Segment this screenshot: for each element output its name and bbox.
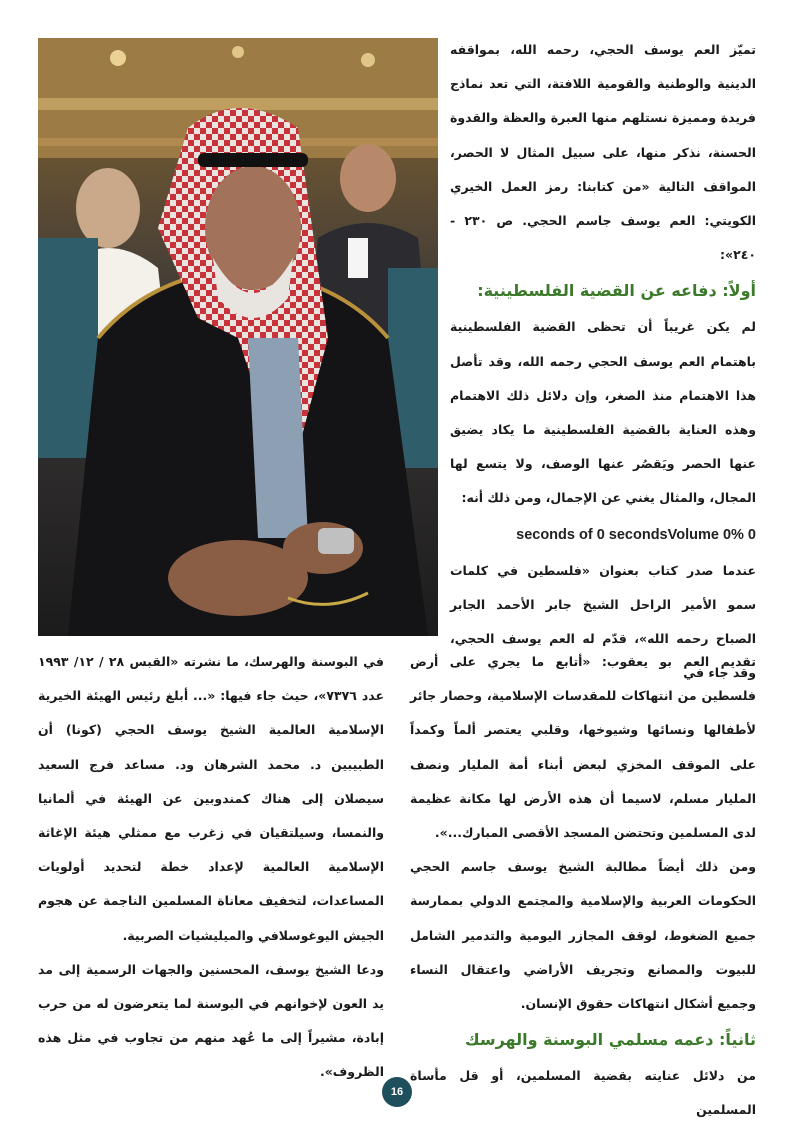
bosnia-paragraph-1: من دلائل عنايته بقضية المسلمين، أو قل مأساة المسلمين [410, 1068, 756, 1118]
palestine-paragraph-2: عندما صدر كتاب بعنوان «فلسطين في كلمات سمو الأمير الراحل الشيخ جابر الأحمد الجابر الصباح رحمه الله»، قدّم له العم يوسف الحجي، وقد جاء في [450, 562, 756, 681]
video-player-text: seconds of 0 secondsVolume 0% 0 [516, 526, 756, 543]
portrait-illustration [38, 38, 438, 636]
right-column-bottom [410, 645, 756, 1128]
bosnia-paragraph-3: ودعا الشيخ يوسف، المحسنين والجهات الرسمية إلى مد يد العون لإخوانهم في البوسنة لما يتعرضون له من حرب إبادة، مشيراً إلى ما عُهد منهم من تجاوب في مثل هذه الظروف». [38, 961, 384, 1080]
bosnia-paragraph-2: في البوسنة والهرسك، ما نشرته «القبس ٢٨ / ١٢/ ١٩٩٣ عدد ٧٣٧٦»، حيث جاء فيها: «... أبلغ رئيس الهيئة الخيرية الإسلامية العالمية الشيخ يوسف الحجي (كونا) أن الطبيبين د. محمد الشرهان ود. مساعد فرج السعيد سيصلان إلى هناك كمندوبين عن الهيئة في ألمانيا والنمسا، وسيلتقيان في زغرب مع ممثلي هيئة الإغاثة الإسلامية العالمية لإعداد خطة لتحديد أولويات المساعدات، لتخفيف معاناة المسلمين الناجمة عن هجوم الجيش اليوغوسلافي والميليشيات الصربية. [38, 654, 384, 943]
page-number: 16 [382, 1077, 412, 1107]
palestine-quote: تقديم العم بو يعقوب: «أتابع ما يجري على أرض فلسطين من انتهاكات للمقدسات الإسلامية، وحصار جائر لأطفالها ونسائها وشيوخها، وقلبي يعتصر ألماً وكمداً على الموقف المخزي لبعض أبناء أمة المليار ونصف المليار مسلم، لاسيما أن هذه الأرض لها مكانة عظيمة لدى المسلمين وتحتضن المسجد الأقصى المبارك...». [410, 654, 756, 841]
portrait-photo [38, 38, 438, 636]
left-column-bottom [38, 645, 384, 1090]
section-heading-bosnia: ثانياً: دعمه مسلمي البوسنة والهرسك [464, 1030, 756, 1050]
section-heading-palestine: أولاً: دفاعه عن القضية الفلسطينية: [477, 281, 756, 301]
palestine-paragraph-1: لم يكن غريباً أن تحظى القضية الفلسطينية باهتمام العم يوسف الحجي رحمه الله، وقد تأصل هذا الاهتمام منذ الصغر، وإن دلائل ذلك الاهتمام وهذه العناية بالقضية الفلسطينية ما يكاد يضيق عنها الحصر ويَقصُر عنها الوصف، ولا يتسع لها المجال، والمثال يغني عن الإجمال، ومن ذلك أنه: [450, 319, 756, 506]
intro-paragraph: تميّز العم يوسف الحجي، رحمه الله، بمواقفه الدينية والوطنية والقومية اللافتة، التي تعد نماذج فريدة ومميزة نستلهم منها العبرة والعظة والقدوة الحسنة، نذكر منها، على سبيل المثال لا الحصر، المواقف التالية «من كتابنا: رمز العمل الخيري الكويتي: العم يوسف جاسم الحجي. ص ٢٣٠ - ٢٤٠»: [450, 42, 756, 263]
palestine-paragraph-3: ومن ذلك أيضاً مطالبة الشيخ يوسف جاسم الحجي الحكومات العربية والإسلامية والمجتمع الدولي بممارسة جميع الضغوط، لوقف المجازر اليومية والتدمير الشامل للبيوت والمصانع وتجريف الأراضي واعتقال النساء وجميع أشكال انتهاكات حقوق الإنسان. [410, 859, 756, 1012]
right-column-top [450, 33, 756, 690]
